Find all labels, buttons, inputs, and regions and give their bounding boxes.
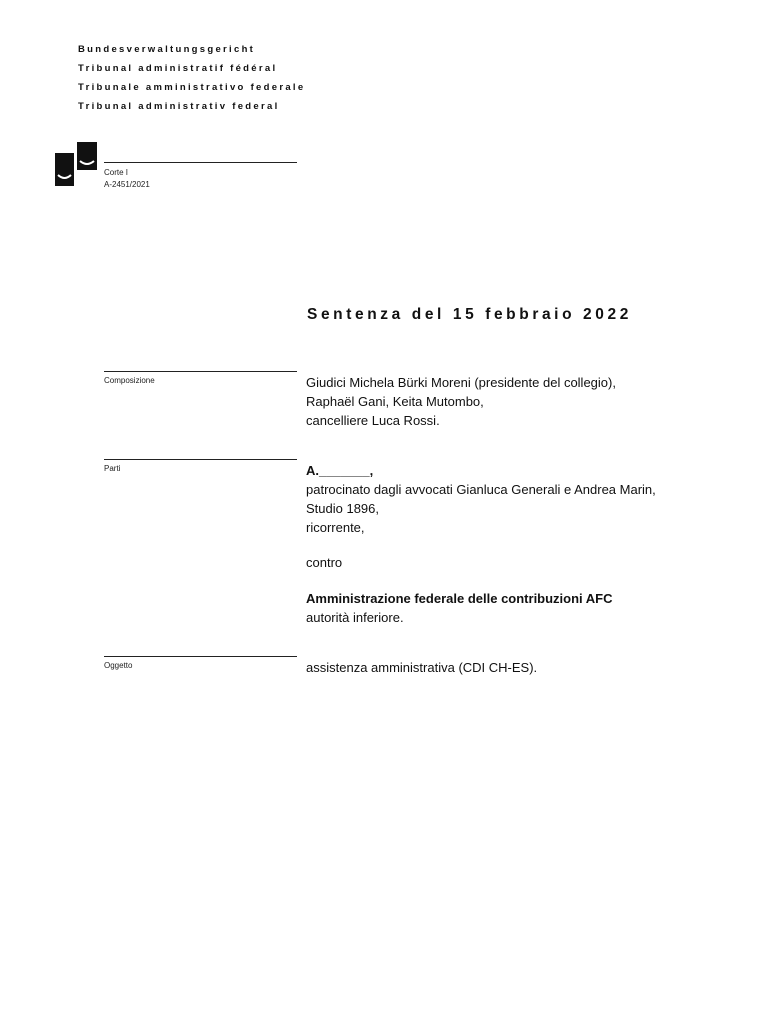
authority-role: autorità inferiore.: [306, 610, 404, 625]
appellant-line: Studio 1896,: [306, 501, 380, 516]
judgment-title: Sentenza del 15 febbraio 2022: [307, 306, 632, 323]
parties-rule: [104, 459, 297, 460]
subject-rule: [104, 656, 297, 657]
parties-text: [306, 461, 656, 537]
versus-text: contro: [306, 555, 343, 570]
composition-line: cancelliere Luca Rossi.: [306, 413, 440, 428]
composition-line: Giudici Michela Bürki Moreni (presidente del collegio),: [306, 375, 616, 390]
court-name-it: Tribunale amministrativo federale: [78, 82, 306, 93]
parties-label: Parti: [104, 464, 121, 473]
composition-label: Composizione: [104, 376, 155, 385]
court-name-rm: Tribunal administrativ federal: [78, 101, 280, 112]
subject-text: assistenza amministrativa (CDI CH-ES).: [306, 660, 538, 675]
composition-rule: [104, 371, 297, 372]
authority-name: Amministrazione federale delle contribuzioni AFC: [306, 591, 613, 606]
header-rule: [104, 162, 297, 163]
court-logo-icon: [55, 142, 97, 186]
court-name-de: Bundesverwaltungsgericht: [78, 44, 256, 55]
authority-block: [306, 589, 613, 627]
appellant-line: ricorrente,: [306, 520, 365, 535]
division-label: Corte I: [104, 168, 129, 177]
case-number: A-2451/2021: [104, 180, 150, 189]
composition-line: Raphaël Gani, Keita Mutombo,: [306, 394, 484, 409]
court-name-fr: Tribunal administratif fédéral: [78, 63, 278, 74]
composition-text: [306, 373, 616, 430]
appellant-name: A._______,: [306, 463, 374, 478]
court-names: [78, 40, 305, 116]
appellant-line: patrocinato dagli avvocati Gianluca Generali e Andrea Marin,: [306, 482, 656, 497]
subject-label: Oggetto: [104, 661, 133, 670]
